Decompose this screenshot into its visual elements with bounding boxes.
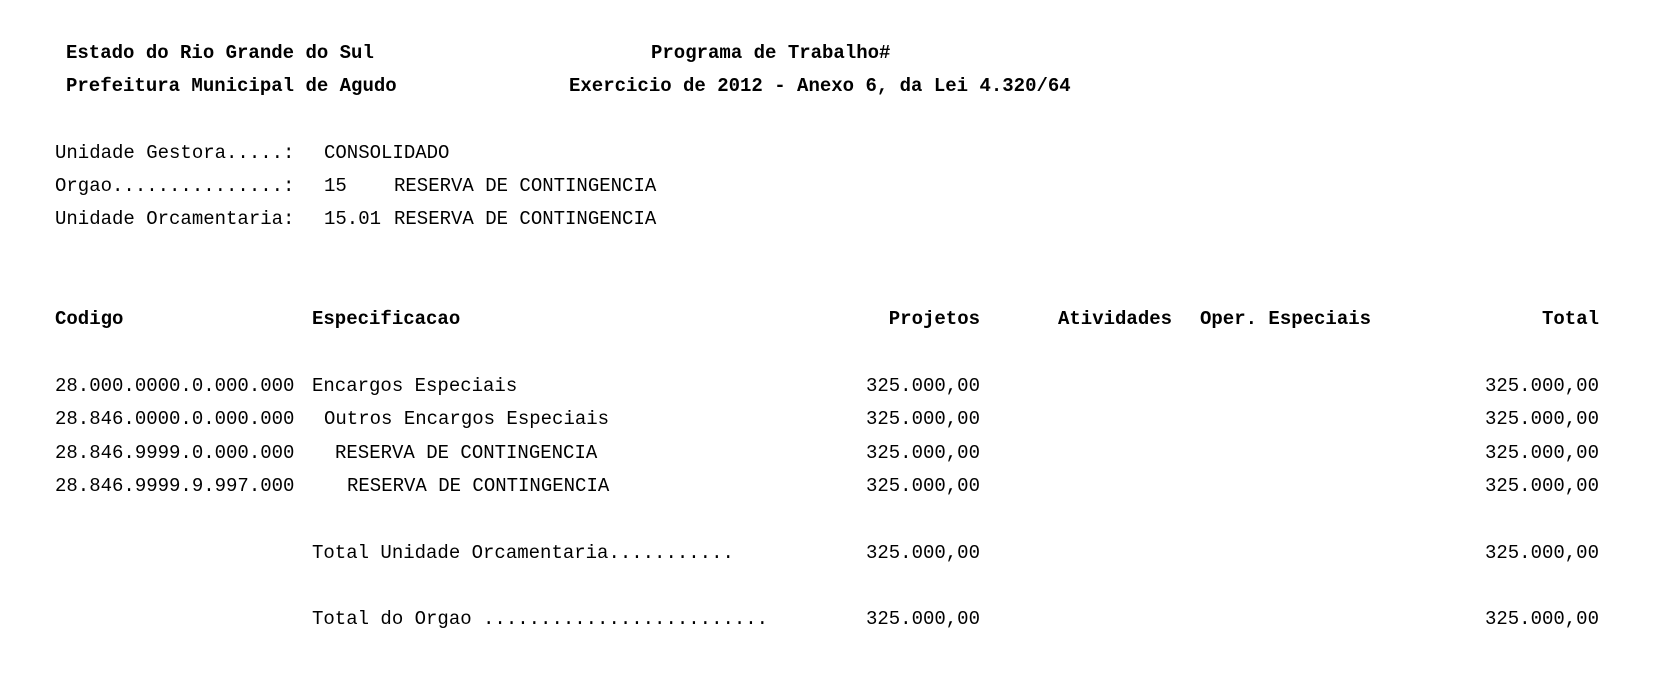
row-total: 325.000,00: [1484, 475, 1599, 497]
row-especificacao: RESERVA DE CONTINGENCIA: [347, 475, 610, 497]
row-codigo: 28.846.0000.0.000.000: [55, 408, 295, 430]
exercise-title: Exercicio de 2012 - Anexo 6, da Lei 4.320/64: [569, 75, 1071, 97]
row-codigo: 28.846.9999.0.000.000: [55, 442, 295, 464]
column-header-especificacao: Especificacao: [312, 308, 461, 330]
unidade-gestora-value: CONSOLIDADO: [324, 142, 450, 164]
row-especificacao: Encargos Especiais: [312, 375, 518, 397]
total-orgao-label: Total do Orgao .........................: [312, 608, 769, 630]
total-orgao-projetos: 325.000,00: [865, 608, 980, 630]
total-unidade-orcamentaria-projetos: 325.000,00: [865, 542, 980, 564]
total-orgao-total: 325.000,00: [1484, 608, 1599, 630]
unidade-gestora-label: Unidade Gestora.....:: [55, 142, 295, 164]
column-header-oper-especiais: Oper. Especiais: [1200, 308, 1372, 330]
row-codigo: 28.846.9999.9.997.000: [55, 475, 295, 497]
row-total: 325.000,00: [1484, 442, 1599, 464]
row-codigo: 28.000.0000.0.000.000: [55, 375, 295, 397]
municipality-name: Prefeitura Municipal de Agudo: [66, 75, 397, 97]
row-total: 325.000,00: [1484, 408, 1599, 430]
unidade-orcamentaria-name: RESERVA DE CONTINGENCIA: [394, 208, 657, 230]
column-header-projetos: Projetos: [888, 308, 980, 330]
total-unidade-orcamentaria-label: Total Unidade Orcamentaria...........: [312, 542, 734, 564]
total-unidade-orcamentaria-total: 325.000,00: [1484, 542, 1599, 564]
orgao-code: 15: [324, 175, 347, 197]
row-projetos: 325.000,00: [865, 475, 980, 497]
column-header-atividades: Atividades: [1058, 308, 1173, 330]
row-projetos: 325.000,00: [865, 408, 980, 430]
column-header-codigo: Codigo: [55, 308, 124, 330]
row-projetos: 325.000,00: [865, 375, 980, 397]
row-especificacao: Outros Encargos Especiais: [324, 408, 610, 430]
column-header-total: Total: [1541, 308, 1599, 330]
row-projetos: 325.000,00: [865, 442, 980, 464]
orgao-label: Orgao...............:: [55, 175, 295, 197]
row-especificacao: RESERVA DE CONTINGENCIA: [335, 442, 598, 464]
row-total: 325.000,00: [1484, 375, 1599, 397]
orgao-name: RESERVA DE CONTINGENCIA: [394, 175, 657, 197]
unidade-orcamentaria-code: 15.01: [324, 208, 382, 230]
unidade-orcamentaria-label: Unidade Orcamentaria:: [55, 208, 295, 230]
state-name: Estado do Rio Grande do Sul: [66, 42, 374, 64]
report-title: Programa de Trabalho#: [651, 42, 891, 64]
